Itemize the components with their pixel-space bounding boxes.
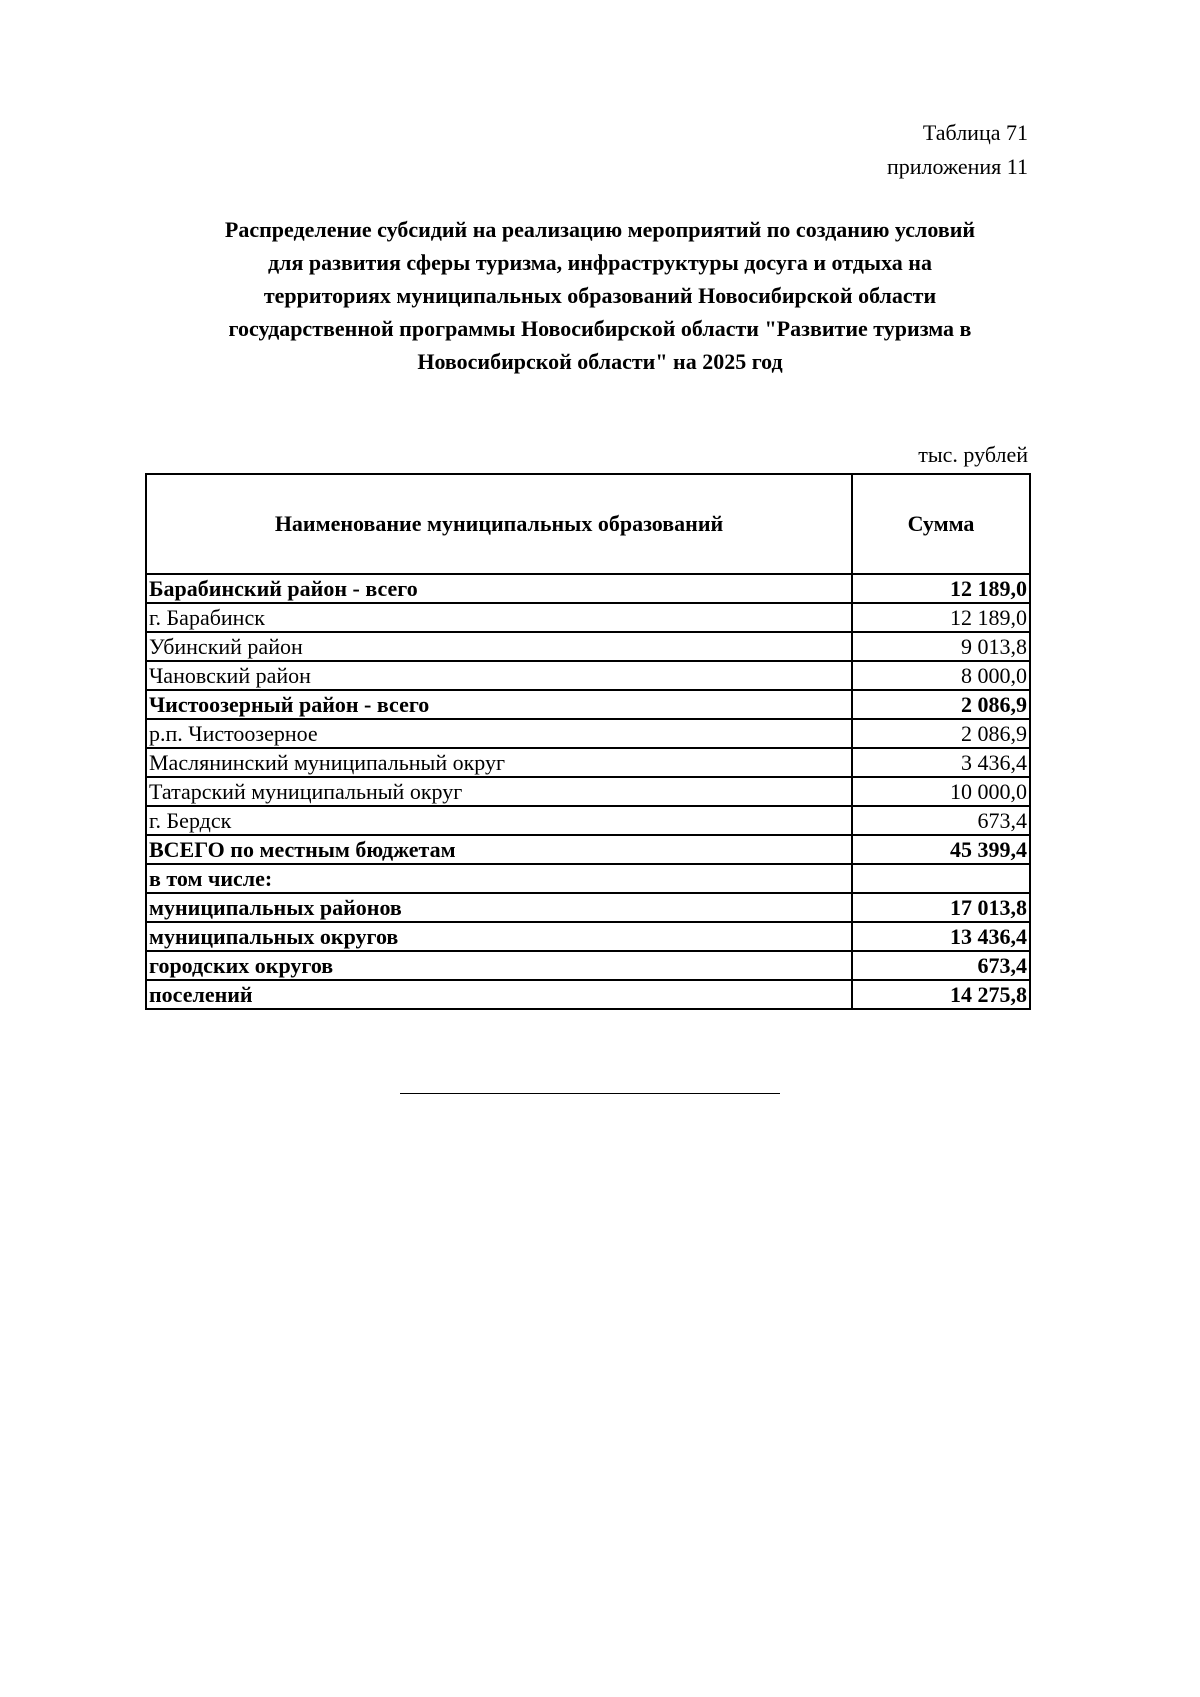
row-amount: 45 399,4 (852, 835, 1030, 864)
table-row (146, 893, 1030, 922)
row-amount: 13 436,4 (852, 922, 1030, 951)
table-header-row (146, 474, 1030, 574)
row-amount: 14 275,8 (852, 980, 1030, 1009)
row-amount: 673,4 (852, 806, 1030, 835)
row-name: г. Барабинск (146, 603, 852, 632)
title-line: для развития сферы туризма, инфраструктуры досуга и отдыха на (268, 250, 932, 275)
table-row (146, 806, 1030, 835)
units-label: тыс. рублей (918, 442, 1028, 467)
row-name: р.п. Чистоозерное (146, 719, 852, 748)
row-name: муниципальных округов (146, 922, 852, 951)
row-amount: 2 086,9 (852, 719, 1030, 748)
title-line: Новосибирской области" на 2025 год (417, 349, 783, 374)
subsidy-table (145, 473, 1031, 1010)
row-name: Маслянинский муниципальный округ (146, 748, 852, 777)
row-name: в том числе: (146, 864, 852, 893)
row-name: городских округов (146, 951, 852, 980)
row-amount: 12 189,0 (852, 603, 1030, 632)
row-amount (852, 864, 1030, 893)
table-row (146, 777, 1030, 806)
table-number: Таблица 71 (922, 120, 1028, 145)
table-caption (887, 116, 1028, 184)
row-amount: 10 000,0 (852, 777, 1030, 806)
table-row (146, 661, 1030, 690)
row-name: ВСЕГО по местным бюджетам (146, 835, 852, 864)
table-row (146, 632, 1030, 661)
header-sum: Сумма (852, 474, 1030, 574)
separator-line (400, 1093, 780, 1094)
table-row (146, 864, 1030, 893)
row-amount: 17 013,8 (852, 893, 1030, 922)
table-body (146, 574, 1030, 1009)
table-row (146, 719, 1030, 748)
title-line: государственной программы Новосибирской области "Развитие туризма в (228, 316, 972, 341)
row-amount: 2 086,9 (852, 690, 1030, 719)
table-row (146, 603, 1030, 632)
table-row (146, 980, 1030, 1009)
row-amount: 8 000,0 (852, 661, 1030, 690)
row-name: муниципальных районов (146, 893, 852, 922)
document-title (150, 213, 1050, 378)
row-name: Убинский район (146, 632, 852, 661)
title-line: территориях муниципальных образований Новосибирской области (263, 283, 937, 308)
row-amount: 673,4 (852, 951, 1030, 980)
header-name: Наименование муниципальных образований (146, 474, 852, 574)
table-row (146, 835, 1030, 864)
row-name: г. Бердск (146, 806, 852, 835)
row-name: Татарский муниципальный округ (146, 777, 852, 806)
row-name: Чановский район (146, 661, 852, 690)
appendix-number: приложения 11 (886, 154, 1028, 179)
row-amount: 9 013,8 (852, 632, 1030, 661)
table-row (146, 690, 1030, 719)
table-row (146, 748, 1030, 777)
table-row (146, 922, 1030, 951)
table-row (146, 951, 1030, 980)
row-name: поселений (146, 980, 852, 1009)
row-name: Барабинский район - всего (146, 574, 852, 603)
table-row (146, 574, 1030, 603)
row-amount: 12 189,0 (852, 574, 1030, 603)
row-amount: 3 436,4 (852, 748, 1030, 777)
row-name: Чистоозерный район - всего (146, 690, 852, 719)
title-line: Распределение субсидий на реализацию мероприятий по созданию условий (224, 217, 976, 242)
